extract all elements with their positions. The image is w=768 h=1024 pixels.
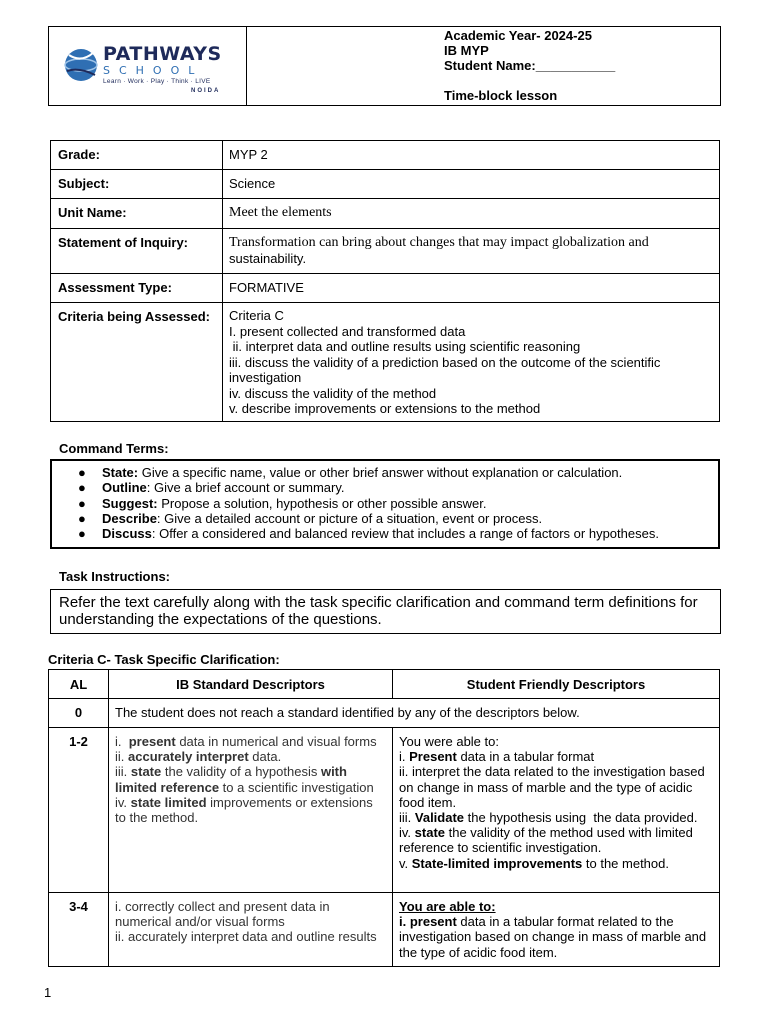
- definition: : Give a detailed account or picture of a situation, event or process.: [156, 510, 543, 526]
- descriptor-line: [115, 795, 386, 825]
- descriptor-line: [399, 825, 713, 855]
- al-cell: 3-4: [49, 893, 109, 967]
- term: Describe: [102, 510, 157, 526]
- inquiry-line-2: sustainability.: [229, 251, 307, 266]
- academic-year: Academic Year- 2024-25: [444, 28, 592, 43]
- subject-row: [51, 170, 720, 199]
- term: Outline: [102, 480, 147, 496]
- text: ii.: [115, 749, 128, 765]
- text: to a scientific investigation: [219, 779, 374, 795]
- student-descriptor-cell: [393, 893, 720, 967]
- criteria-label: Criteria being Assessed:: [51, 303, 223, 422]
- descriptor-line: [399, 764, 713, 810]
- bold-text: with limited reference: [115, 764, 347, 795]
- unit-row: [51, 199, 720, 229]
- command-terms-heading: Command Terms:: [59, 441, 169, 456]
- descriptor-line: [115, 764, 386, 794]
- task-instructions-box: Refer the text carefully along with the task specific clarification and command term definitions for understanding the expectations of the questions.: [50, 589, 721, 634]
- descriptor-line: [399, 914, 713, 960]
- descriptor-line: [399, 810, 713, 825]
- command-terms-list: [52, 465, 718, 541]
- inquiry-label: Statement of Inquiry:: [51, 229, 223, 274]
- logo-city: NOIDA: [191, 88, 221, 94]
- al-cell: 1-2: [49, 728, 109, 893]
- bullet-icon: ●: [78, 480, 86, 496]
- command-terms-box: [50, 459, 720, 549]
- al-cell: 0: [49, 699, 109, 728]
- criteria-line: Criteria C: [229, 308, 284, 323]
- descriptor-line: [115, 734, 386, 749]
- col-ib-descriptors: IB Standard Descriptors: [109, 670, 393, 699]
- definition: Propose a solution, hypothesis or other possible answer.: [157, 495, 487, 511]
- text: iii.: [399, 810, 415, 826]
- table-row: [49, 699, 720, 728]
- bullet-icon: ●: [78, 510, 86, 526]
- bold-text: i. present: [399, 914, 457, 930]
- bold-text: State-limited improvements: [411, 855, 583, 871]
- definition: : Offer a considered and balanced review that includes a range of factors or hypotheses.: [151, 526, 659, 542]
- bullet-icon: ●: [78, 495, 86, 511]
- text: data in a tabular format: [456, 749, 595, 765]
- bullet-icon: ●: [78, 526, 86, 542]
- criteria-line: iv. discuss the validity of the method: [229, 385, 437, 401]
- descriptor-cell: The student does not reach a standard identified by any of the descriptors below.: [109, 699, 720, 728]
- criteria-value: [223, 303, 720, 422]
- text: data in a tabular format related to the investigation based on change in mass of marble and the type of acidic food item.: [399, 914, 707, 960]
- text: the validity of a hypothesis: [161, 764, 321, 780]
- text: ii. interpret the data related to the investigation based on change in mass of marble and the type of acidic food item.: [399, 764, 705, 810]
- assessment-label: Assessment Type:: [51, 274, 223, 303]
- grade-label: Grade:: [51, 141, 223, 170]
- bold-text: state: [414, 825, 446, 841]
- text: i.: [115, 734, 129, 749]
- bullet-icon: ●: [78, 465, 86, 480]
- text: iv.: [399, 825, 415, 841]
- ib-descriptor-cell: [109, 728, 393, 893]
- descriptor-intro: You are able to:: [399, 899, 496, 914]
- text: data in numerical and visual forms: [175, 734, 377, 749]
- text: i.: [399, 749, 410, 765]
- logo-tagline: Learn · Work · Play · Think · LIVE: [103, 78, 211, 85]
- criteria-row: [51, 303, 720, 422]
- unit-label: Unit Name:: [51, 199, 223, 229]
- definition: Give a specific name, value or other brief answer without explanation or calculation.: [138, 465, 623, 480]
- assessment-row: [51, 274, 720, 303]
- descriptor-line: ii. accurately interpret data and outline results: [115, 929, 377, 945]
- text: to the method.: [582, 855, 669, 871]
- col-al: AL: [49, 670, 109, 699]
- criteria-line: ii. interpret data and outline results using scientific reasoning: [229, 339, 581, 354]
- inquiry-line-1: Transformation can bring about changes that may impact globalization and: [229, 235, 649, 250]
- term: Suggest:: [102, 495, 158, 511]
- unit-value: Meet the elements: [223, 199, 720, 229]
- definition: : Give a brief account or summary.: [146, 480, 345, 496]
- criteria-table: [48, 669, 720, 967]
- text: the hypothesis using the data provided.: [464, 810, 698, 826]
- criteria-table-heading: Criteria C- Task Specific Clarification:: [48, 652, 280, 667]
- document-header: [48, 26, 721, 106]
- bold-text: Validate: [414, 810, 465, 826]
- descriptor-line: [115, 749, 386, 764]
- page-number: 1: [44, 985, 52, 1000]
- assessment-info-table: [50, 140, 720, 422]
- table-header-row: [49, 670, 720, 699]
- lesson-type: Time-block lesson: [444, 88, 558, 103]
- bold-text: state limited: [130, 794, 207, 810]
- criteria-line: v. describe improvements or extensions to the method: [229, 401, 541, 416]
- header-details: [444, 28, 615, 103]
- table-row: [49, 728, 720, 893]
- logo-school: SCHOOL: [103, 64, 204, 77]
- criteria-line: I. present collected and transformed data: [229, 323, 466, 339]
- assessment-value: FORMATIVE: [223, 274, 720, 303]
- text: data.: [248, 749, 282, 765]
- descriptor-line: [399, 856, 713, 871]
- criteria-line: iii. discuss the validity of a prediction based on the outcome of the scientific investigation: [229, 354, 661, 385]
- list-item: [78, 480, 718, 496]
- term: State:: [102, 465, 139, 480]
- globe-icon: [63, 43, 99, 87]
- descriptor-line: i. correctly collect and present data in numerical and/or visual forms: [115, 899, 330, 930]
- list-item: [78, 510, 718, 526]
- bold-text: accurately interpret: [128, 749, 249, 765]
- list-item: [78, 526, 718, 542]
- student-descriptor-cell: [393, 728, 720, 893]
- header-divider: [246, 27, 247, 105]
- list-item: [78, 495, 718, 511]
- text: iv.: [115, 794, 131, 810]
- logo-name: PATHWAYS: [103, 43, 222, 65]
- text: v.: [399, 855, 412, 871]
- ib-descriptor-cell: [109, 893, 393, 967]
- text: the validity of the method used with limited reference to scientific investigation.: [399, 825, 693, 856]
- inquiry-row: [51, 229, 720, 274]
- list-item: [78, 465, 718, 480]
- subject-label: Subject:: [51, 170, 223, 199]
- descriptor-intro: You were able to:: [399, 734, 499, 749]
- bold-text: state: [130, 764, 162, 780]
- term: Discuss: [102, 526, 152, 542]
- school-logo: [63, 41, 243, 97]
- subject-value: Science: [223, 170, 720, 199]
- programme: IB MYP: [444, 43, 489, 58]
- inquiry-value: [223, 229, 720, 274]
- text: improvements or extensions to the method.: [115, 794, 373, 826]
- table-row: [49, 893, 720, 967]
- bold-text: Present: [409, 749, 457, 765]
- descriptor-line: [399, 749, 713, 764]
- student-name: Student Name:___________: [444, 58, 616, 73]
- grade-row: [51, 141, 720, 170]
- col-student-descriptors: Student Friendly Descriptors: [393, 670, 720, 699]
- bold-text: present: [128, 734, 176, 749]
- task-instructions-heading: Task Instructions:: [59, 569, 171, 584]
- text: iii.: [115, 764, 131, 780]
- grade-value: MYP 2: [223, 141, 720, 170]
